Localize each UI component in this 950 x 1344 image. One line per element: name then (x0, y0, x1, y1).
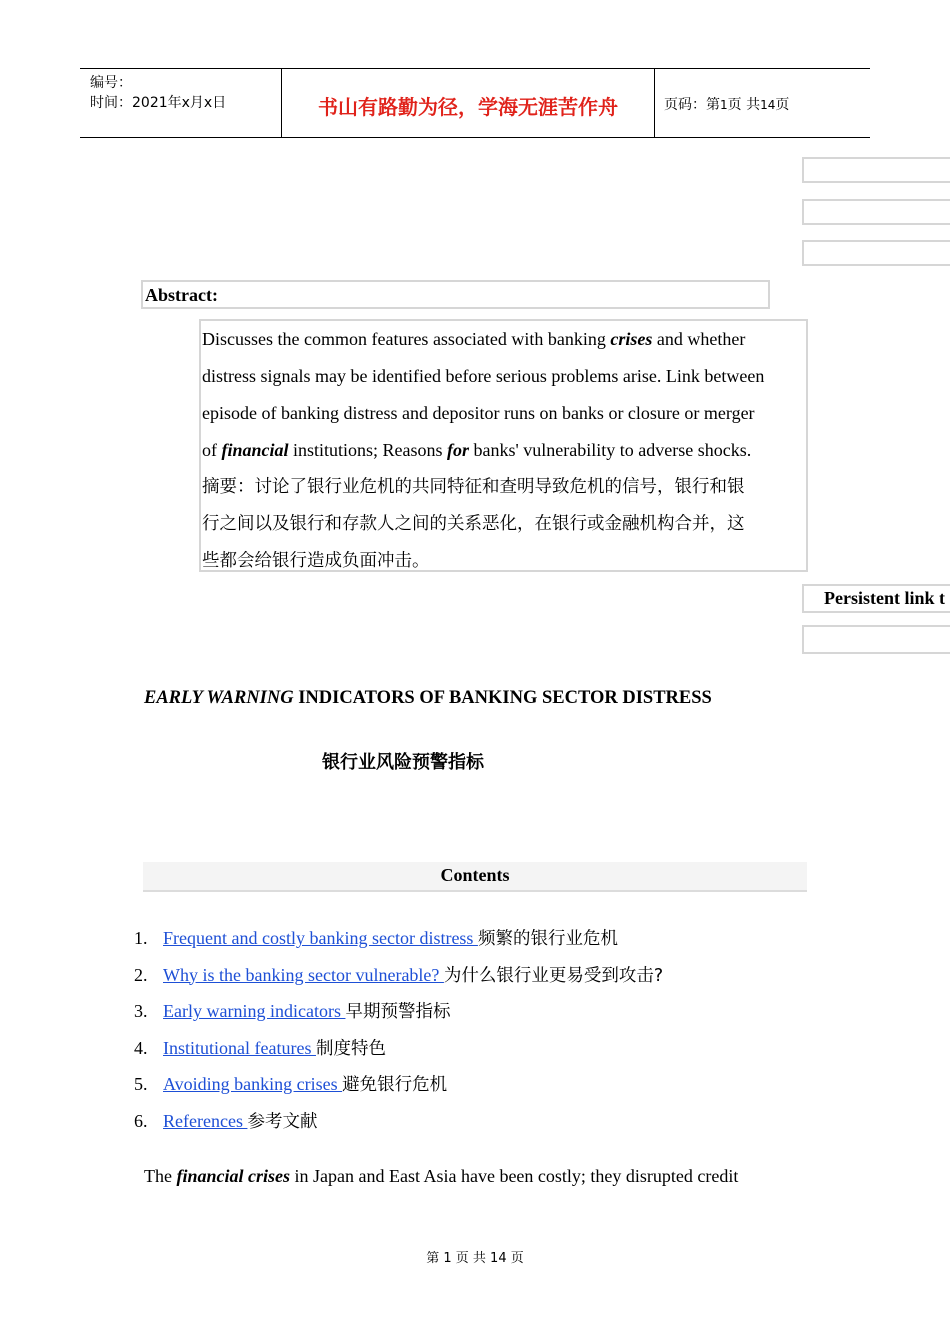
document-header (80, 68, 870, 138)
header-date: 时间：2021年x月x日 (90, 95, 227, 111)
abstract-line: Discusses the common features associated with banking crises and whether (202, 329, 746, 349)
abstract-line: episode of banking distress and depositor runs on banks or closure or merger (202, 403, 755, 423)
toc-item: 5. Avoiding banking crises 避免银行危机 (134, 1074, 448, 1096)
toc-cn-label: 早期预警指标 (345, 1002, 451, 1023)
title-rest: INDICATORS OF BANKING SECTOR DISTRESS (293, 688, 712, 708)
abstract-label: Abstract: (141, 280, 770, 309)
toc-cn-label: 避免银行危机 (342, 1075, 448, 1096)
contents-heading: Contents (143, 862, 807, 892)
abstract-cn-line: 摘要：讨论了银行业危机的共同特征和查明导致危机的信号，银行和银 (202, 477, 745, 497)
document-title (144, 688, 712, 709)
side-box-empty (802, 157, 950, 183)
persistent-link-label: Persistent link t (824, 588, 945, 608)
side-box-empty (802, 240, 950, 266)
toc-cn-label: 参考文献 (247, 1111, 318, 1132)
body-paragraph: The financial crises in Japan and East Asia have been costly; they disrupted credit (144, 1166, 739, 1186)
header-motto: 书山有路勤为径，学海无涯苦作舟 (318, 95, 618, 119)
toc-link-institutional[interactable]: Institutional features (163, 1037, 316, 1058)
abstract-line: of financial institutions; Reasons for banks' vulnerability to adverse shocks. (202, 440, 752, 460)
page-current: 1 (720, 98, 728, 112)
page-prefix: 页码：第 (664, 97, 720, 113)
toc-item: 4. Institutional features 制度特色 (134, 1037, 386, 1059)
title-emphasis: EARLY WARNING (144, 688, 294, 708)
header-id-label: 编号： (90, 75, 132, 91)
toc-cn-label: 为什么银行业更易受到攻击? (443, 965, 664, 986)
toc-item: 2. Why is the banking sector vulnerable? 为什么银行业更易受到攻击? (134, 964, 664, 986)
abstract-cn-line: 行之间以及银行和存款人之间的关系恶化，在银行或金融机构合并，这 (202, 514, 745, 534)
toc-item: 6. References 参考文献 (134, 1110, 318, 1132)
header-divider (654, 69, 655, 137)
toc-cn-label: 制度特色 (315, 1038, 386, 1059)
table-of-contents (134, 922, 663, 1142)
abstract-text (199, 319, 808, 572)
header-meta (90, 73, 226, 113)
page-footer: 第 1 页 共 14 页 (426, 1251, 524, 1266)
toc-link-avoiding-crises[interactable]: Avoiding banking crises (163, 1074, 343, 1095)
side-box-empty (802, 625, 950, 654)
side-box-empty (802, 199, 950, 225)
abstract-line: distress signals may be identified before serious problems arise. Link between (202, 366, 765, 386)
persistent-link-box[interactable] (802, 584, 950, 613)
toc-link-why-vulnerable[interactable]: Why is the banking sector vulnerable? (163, 964, 444, 985)
page-total: 14 (760, 98, 776, 112)
toc-item: 3. Early warning indicators 早期预警指标 (134, 1001, 451, 1023)
toc-link-references[interactable]: References (163, 1110, 248, 1131)
toc-item: 1. Frequent and costly banking sector distress 频繁的银行业危机 (134, 928, 618, 949)
header-page-number (664, 94, 789, 114)
document-title-cn: 银行业风险预警指标 (322, 752, 484, 773)
toc-link-early-warning[interactable]: Early warning indicators (163, 1001, 346, 1022)
abstract-cn-line: 些都会给银行造成负面冲击。 (202, 551, 430, 571)
toc-cn-label: 频繁的银行业危机 (477, 929, 618, 949)
toc-link-frequent-distress[interactable]: Frequent and costly banking sector distress (163, 928, 478, 948)
page-suffix: 页 (775, 97, 790, 113)
page-mid: 页 共 (727, 97, 761, 113)
